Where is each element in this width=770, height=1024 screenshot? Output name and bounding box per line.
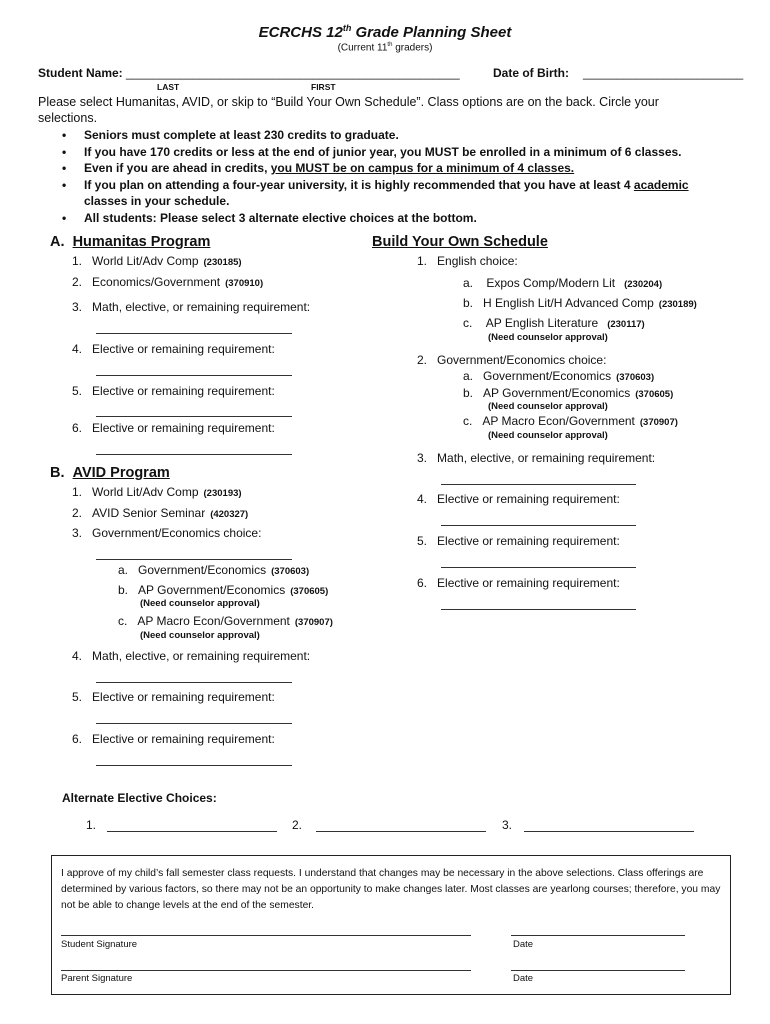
avid-item-3 xyxy=(72,526,261,540)
option-letter: b. xyxy=(463,386,474,400)
humanitas-item-3-field[interactable] xyxy=(96,333,292,334)
option-letter: c. xyxy=(118,614,128,628)
course-code: (230185) xyxy=(203,257,242,268)
alternate-2-number: 2. xyxy=(292,818,303,832)
humanitas-item-4-field[interactable] xyxy=(96,375,292,376)
subtitle-sup: th xyxy=(387,42,393,48)
section-title: Humanitas Program xyxy=(72,234,211,250)
page-subtitle xyxy=(0,42,770,53)
course-code: (230193) xyxy=(203,488,242,499)
item-label: English choice: xyxy=(437,254,518,268)
item-label: Elective or remaining requirement: xyxy=(437,492,620,506)
requirement-text: All students: Please select 3 alternate elective choices at the bottom. xyxy=(84,210,477,225)
bullet-dot: • xyxy=(62,210,67,225)
bullet-dot: • xyxy=(62,177,67,192)
item-number: 5. xyxy=(72,690,83,704)
student-date-field[interactable] xyxy=(511,935,685,936)
item-label: Elective or remaining requirement: xyxy=(92,342,275,356)
alternate-2-field[interactable] xyxy=(316,831,486,832)
humanitas-item-3 xyxy=(72,300,310,314)
course-name: Government/Economics xyxy=(138,563,267,577)
alternate-1-field[interactable] xyxy=(107,831,277,832)
humanitas-item-6 xyxy=(72,421,275,435)
intro-line-1: Please select Humanitas, AVID, or skip to “Build Your Own Schedule”. Class options are on the back. Circle your xyxy=(38,95,659,109)
byos-gov-c[interactable] xyxy=(463,414,678,428)
course-name: World Lit/Adv Comp xyxy=(92,485,199,499)
item-label: Math, elective, or remaining requirement: xyxy=(92,649,311,663)
course-code: (370605) xyxy=(290,586,329,597)
item-label: Elective or remaining requirement: xyxy=(437,576,620,590)
byos-heading xyxy=(372,234,548,250)
requirement-text: Seniors must complete at least 230 credits to graduate. xyxy=(84,128,399,142)
parent-signature-label: Parent Signature xyxy=(61,973,133,984)
humanitas-heading xyxy=(50,234,210,250)
requirements-list xyxy=(62,127,752,226)
item-label: Elective or remaining requirement: xyxy=(437,534,620,548)
item-number: 3. xyxy=(72,526,83,540)
byos-item-5 xyxy=(417,534,620,548)
course-name: Government/Economics xyxy=(483,369,612,383)
byos-item-1 xyxy=(417,254,518,268)
course-code: (230204) xyxy=(624,279,663,290)
bullet-dot: • xyxy=(62,128,67,142)
title-text-end: Grade Planning Sheet xyxy=(351,24,512,41)
course-name: AP Macro Econ/Government xyxy=(482,414,635,428)
item-number: 3. xyxy=(417,451,428,465)
byos-item-5-field[interactable] xyxy=(441,567,636,568)
parent-approval-box xyxy=(51,855,731,995)
requirement-item xyxy=(62,177,752,210)
subtitle-text-end: graders) xyxy=(392,42,433,54)
item-label: Government/Economics choice: xyxy=(437,353,607,367)
byos-item-4-field[interactable] xyxy=(441,525,636,526)
avid-item-3-field[interactable] xyxy=(96,559,292,560)
subtitle-text: (Current 11 xyxy=(337,42,388,54)
option-letter: b. xyxy=(463,296,474,310)
parent-date-field[interactable] xyxy=(511,970,685,971)
humanitas-item-5-field[interactable] xyxy=(96,416,292,417)
alternate-1-number: 1. xyxy=(86,818,97,832)
item-number: 4. xyxy=(417,492,428,506)
byos-english-a[interactable] xyxy=(463,276,662,290)
bullet-dot: • xyxy=(62,161,67,175)
requirement-text: If you have 170 credits or less at the end of junior year, you MUST be enrolled in a minimum of 6 classes. xyxy=(84,144,682,159)
approval-text: I approve of my child’s fall semester class requests. I understand that changes may be necessary in the above selections. Class offerings are determined by various factors, so there may not be an opportunity to make changes later. Most classes are yearlong courses; therefore, you may not be able to change levels at the end of the semester. xyxy=(61,868,721,911)
avid-item-6 xyxy=(72,732,275,746)
section-letter: A. xyxy=(50,234,65,250)
student-name-label: Student Name: xyxy=(38,66,123,80)
item-number: 2. xyxy=(72,275,83,289)
intro-line-2: selections. xyxy=(38,111,98,125)
requirement-item xyxy=(62,127,752,144)
byos-item-6 xyxy=(417,576,620,590)
avid-item-4 xyxy=(72,649,310,663)
byos-english-c[interactable] xyxy=(463,316,645,330)
item-number: 2. xyxy=(72,506,83,520)
byos-item-6-field[interactable] xyxy=(441,609,636,610)
byos-gov-c-note: (Need counselor approval) xyxy=(488,430,608,441)
byos-item-4 xyxy=(417,492,620,506)
course-name: H English Lit/H Advanced Comp xyxy=(483,296,654,310)
byos-gov-a[interactable] xyxy=(463,369,654,383)
byos-gov-b[interactable] xyxy=(463,386,673,400)
course-name: Economics/Government xyxy=(92,275,221,289)
last-name-label: LAST xyxy=(157,82,180,92)
course-code: (370603) xyxy=(271,566,310,577)
course-code: (370907) xyxy=(639,417,678,428)
alternate-3-number: 3. xyxy=(502,818,513,832)
course-code: (370603) xyxy=(616,372,655,383)
requirement-item xyxy=(62,160,752,177)
avid-option-c[interactable] xyxy=(118,614,333,628)
course-code: (420327) xyxy=(210,509,249,520)
avid-heading xyxy=(50,465,170,481)
course-name: AVID Senior Seminar xyxy=(92,506,206,520)
avid-option-a[interactable] xyxy=(118,563,309,577)
course-name: Expos Comp/Modern Lit xyxy=(486,276,616,290)
avid-item-1 xyxy=(72,485,242,499)
item-number: 1. xyxy=(72,254,83,268)
section-title: Build Your Own Schedule xyxy=(372,234,548,250)
item-label: Elective or remaining requirement: xyxy=(92,732,275,746)
course-name: World Lit/Adv Comp xyxy=(92,254,199,268)
avid-item-6-field[interactable] xyxy=(96,765,292,766)
page-title xyxy=(0,23,770,41)
option-letter: a. xyxy=(463,276,474,290)
alternate-3-field[interactable] xyxy=(524,831,694,832)
title-text: ECRCHS 12 xyxy=(258,24,343,41)
title-sup: th xyxy=(342,23,352,33)
option-letter: a. xyxy=(118,563,129,577)
byos-english-b[interactable] xyxy=(463,296,697,310)
avid-option-b[interactable] xyxy=(118,583,328,597)
section-letter: B. xyxy=(50,465,65,481)
dob-label: Date of Birth: xyxy=(493,66,569,80)
avid-item-5-field[interactable] xyxy=(96,723,292,724)
item-label: Elective or remaining requirement: xyxy=(92,421,275,435)
course-code: (230189) xyxy=(658,299,697,310)
item-number: 3. xyxy=(72,300,83,314)
byos-english-c-note: (Need counselor approval) xyxy=(488,332,608,343)
item-label: Math, elective, or remaining requirement: xyxy=(437,451,656,465)
option-letter: a. xyxy=(463,369,474,383)
requirement-text: Even if you are ahead in credits, xyxy=(84,161,271,175)
item-number: 6. xyxy=(72,421,83,435)
first-name-label: FIRST xyxy=(311,82,336,92)
course-name: AP Government/Economics xyxy=(483,386,631,400)
byos-item-3-field[interactable] xyxy=(441,484,636,485)
humanitas-item-5 xyxy=(72,384,275,398)
avid-option-b-note: (Need counselor approval) xyxy=(140,598,260,609)
student-name-field[interactable]: __________________________________________________ xyxy=(126,66,460,80)
alternates-heading: Alternate Elective Choices: xyxy=(62,791,217,805)
requirement-text-cont: classes in your schedule. xyxy=(84,194,230,208)
item-number: 1. xyxy=(417,254,428,268)
student-signature-label: Student Signature xyxy=(61,939,138,950)
avid-option-c-note: (Need counselor approval) xyxy=(140,630,260,641)
item-number: 5. xyxy=(72,384,83,398)
humanitas-item-2 xyxy=(72,275,263,289)
item-label: Elective or remaining requirement: xyxy=(92,690,275,704)
avid-item-4-field[interactable] xyxy=(96,682,292,683)
dob-field[interactable]: ________________________ xyxy=(583,66,744,80)
item-number: 4. xyxy=(72,649,83,663)
requirement-item xyxy=(62,210,752,227)
course-name: AP Government/Economics xyxy=(138,583,286,597)
requirement-item xyxy=(62,144,752,161)
item-number: 2. xyxy=(417,353,428,367)
requirement-emphasis: academic xyxy=(633,177,689,192)
humanitas-item-6-field[interactable] xyxy=(96,454,292,455)
humanitas-item-4 xyxy=(72,342,275,356)
course-code: (370910) xyxy=(225,278,264,289)
course-code: (230117) xyxy=(607,319,645,330)
item-number: 4. xyxy=(72,342,83,356)
avid-item-5 xyxy=(72,690,275,704)
avid-item-2 xyxy=(72,506,248,520)
requirement-text: If you plan on attending a four-year university, it is highly recommended that you have at least 4 xyxy=(84,177,634,192)
item-number: 1. xyxy=(72,485,83,499)
bullet-dot: • xyxy=(62,144,67,159)
course-code: (370907) xyxy=(294,617,333,628)
byos-gov-b-note: (Need counselor approval) xyxy=(488,401,608,412)
humanitas-item-1 xyxy=(72,254,242,268)
item-number: 6. xyxy=(417,576,428,590)
course-name: AP English Literature xyxy=(485,316,599,330)
byos-item-2 xyxy=(417,353,606,367)
parent-date-label: Date xyxy=(513,973,534,984)
student-signature-field[interactable] xyxy=(61,935,471,936)
course-name: AP Macro Econ/Government xyxy=(137,614,290,628)
option-letter: c. xyxy=(463,316,473,330)
requirement-emphasis: you MUST be on campus for a minimum of 4 classes. xyxy=(270,161,575,175)
option-letter: b. xyxy=(118,583,129,597)
course-code: (370605) xyxy=(635,389,674,400)
parent-signature-field[interactable] xyxy=(61,970,471,971)
item-number: 6. xyxy=(72,732,83,746)
item-number: 5. xyxy=(417,534,428,548)
item-label: Math, elective, or remaining requirement: xyxy=(92,300,311,314)
student-date-label: Date xyxy=(513,939,534,950)
section-title: AVID Program xyxy=(72,465,170,481)
byos-item-3 xyxy=(417,451,655,465)
option-letter: c. xyxy=(463,414,473,428)
item-label: Elective or remaining requirement: xyxy=(92,384,275,398)
item-label: Government/Economics choice: xyxy=(92,526,262,540)
